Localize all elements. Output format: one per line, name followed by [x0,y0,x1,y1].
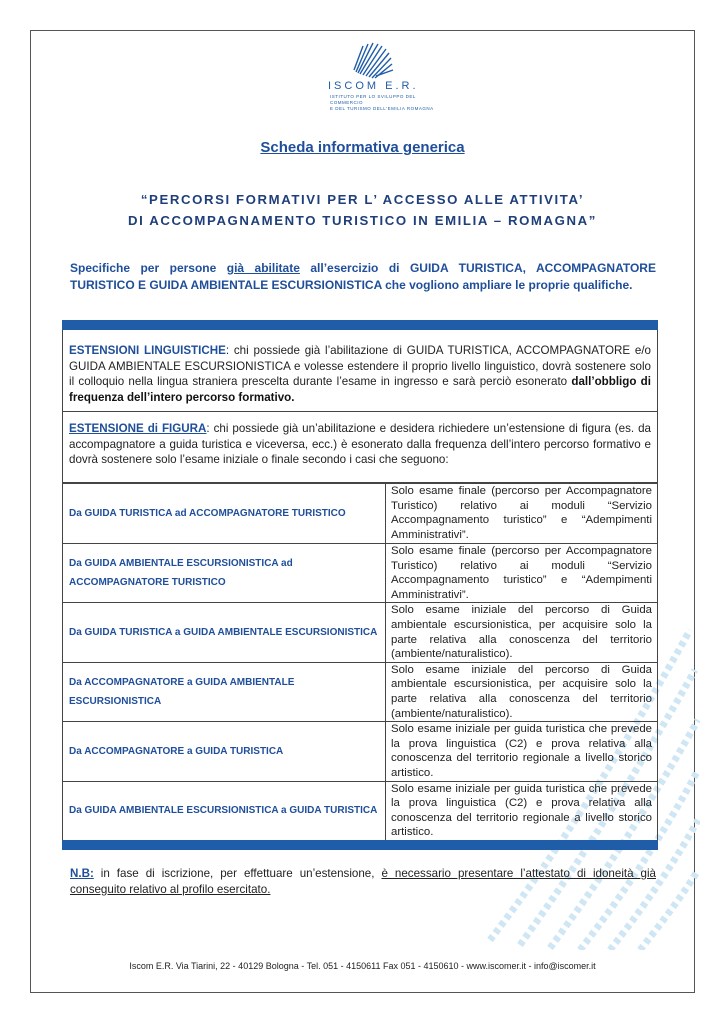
table-row [63,722,658,781]
target-specification [70,260,656,294]
logo-subtitle-line2: E DEL TURISMO DELL'EMILIA ROMAGNA [330,106,434,111]
logo-name: ISCOM E.R. [328,80,419,92]
footer-contacts: Iscom E.R. Via Tiarini, 22 - 40129 Bologna - Tel. 051 - 4150611 Fax 051 - 4150610 - www.iscomer.it - info@iscomer.it [129,961,596,971]
rule-desc: Solo esame iniziale del percorso di Guida ambientale escursionistica, per acquisire solo la parte relativa alla conoscenza del territorio (ambiente/naturalistico). [386,603,658,662]
rule-from: Da GUIDA TURISTICA a GUIDA AMBIENTALE ESCURSIONISTICA [63,603,386,662]
table-row [63,603,658,662]
logo-subtitle [330,94,440,112]
extension-rules-table [62,483,658,841]
logo-subtitle-line1: ISTITUTO PER LO SVILUPPO DEL COMMERCIO [330,94,416,105]
course-heading [60,189,665,231]
rule-from: Da GUIDA AMBIENTALE ESCURSIONISTICA ad ACCOMPAGNATORE TURISTICO [63,544,386,603]
linguistic-extensions-bold: dall’obbligo di frequenza dell’intero percorso formativo. [69,375,651,404]
table-row [63,544,658,603]
spec-underlined: già abilitate [226,261,300,275]
figure-extension-label: ESTENSIONE di FIGURA [69,422,207,435]
rule-desc: Solo esame finale (percorso per Accompagnatore Turistico) relativo ai moduli “Servizio Accompagnamento turistico” e “Adempimenti Amministrativi”. [386,484,658,544]
nb-label: N.B: [70,867,94,880]
rule-desc: Solo esame iniziale per guida turistica che prevede la prova linguistica (C2) e prova relativa alla conoscenza del territorio regionale a livello storico artistico. [386,722,658,781]
spec-text-after: all’esercizio di GUIDA TURISTICA, ACCOMPAGNATORE TURISTICO E GUIDA AMBIENTALE ESCURSIONISTICA che vogliono ampliare le proprie qualifiche. [70,261,656,292]
course-heading-line1: “PERCORSI FORMATIVI PER L’ ACCESSO ALLE ATTIVITA’ [140,192,585,207]
figure-extension-box [62,412,658,483]
rule-desc: Solo esame iniziale del percorso di Guida ambientale escursionistica, per acquisire solo la parte relativa alla conoscenza del territorio (ambiente/naturalistico). [386,662,658,721]
table-bottom-bar [62,840,658,850]
table-row [63,484,658,544]
table-row [63,781,658,840]
rule-from: Da ACCOMPAGNATORE a GUIDA TURISTICA [63,722,386,781]
nb-underlined: è necessario presentare l’attestato di idoneità già conseguito relativo al profilo esercitato. [70,867,657,896]
rule-from: Da GUIDA AMBIENTALE ESCURSIONISTICA a GUIDA TURISTICA [63,781,386,840]
linguistic-extensions-label: ESTENSIONI LINGUISTICHE [69,344,226,357]
linguistic-extensions-text: : chi possiede già l’abilitazione di GUIDA TURISTICA, ACCOMPAGNATORE e/o GUIDA AMBIENTALE ESCURSIONISTICA e volesse estendere il proprio livello linguistico, dovrà sostenere solo il colloquio nella lingua straniera prescelta durante l’esame in ingresso e sarà perciò esonerato [69,344,651,388]
rule-desc: Solo esame finale (percorso per Accompagnatore Turistico) relativo ai moduli “Servizio Accompagnamento turistico” e “Adempimenti Amministrativi”. [386,544,658,603]
rule-from: Da GUIDA TURISTICA ad ACCOMPAGNATORE TURISTICO [63,484,386,544]
rule-from: Da ACCOMPAGNATORE a GUIDA AMBIENTALE ESCURSIONISTICA [63,662,386,721]
figure-extension-text: : chi possiede già un’abilitazione e desidera richiedere un’estensione di figura (es. da accompagnatore a guida turistica e viceversa, ecc.) è esonerato dalla frequenza dell’intero percorso formativo e dovrà sostenere solo l’esame iniziale o finale secondo i casi che seguono: [69,422,651,466]
spec-text-before: Specifiche per persone [70,261,227,275]
nb-text: in fase di iscrizione, per effettuare un’estensione, [93,867,382,880]
nota-bene [70,866,656,897]
rule-desc: Solo esame iniziale per guida turistica che prevede la prova linguistica (C2) e prova relativa alla conoscenza del territorio regionale a livello storico artistico. [386,781,658,840]
table-top-bar [62,320,658,330]
sheet-title: Scheda informativa generica [260,139,465,156]
table-row [63,662,658,721]
course-heading-line2: DI ACCOMPAGNAMENTO TURISTICO IN EMILIA – ROMAGNA” [128,213,597,228]
linguistic-extensions-box [62,330,658,412]
